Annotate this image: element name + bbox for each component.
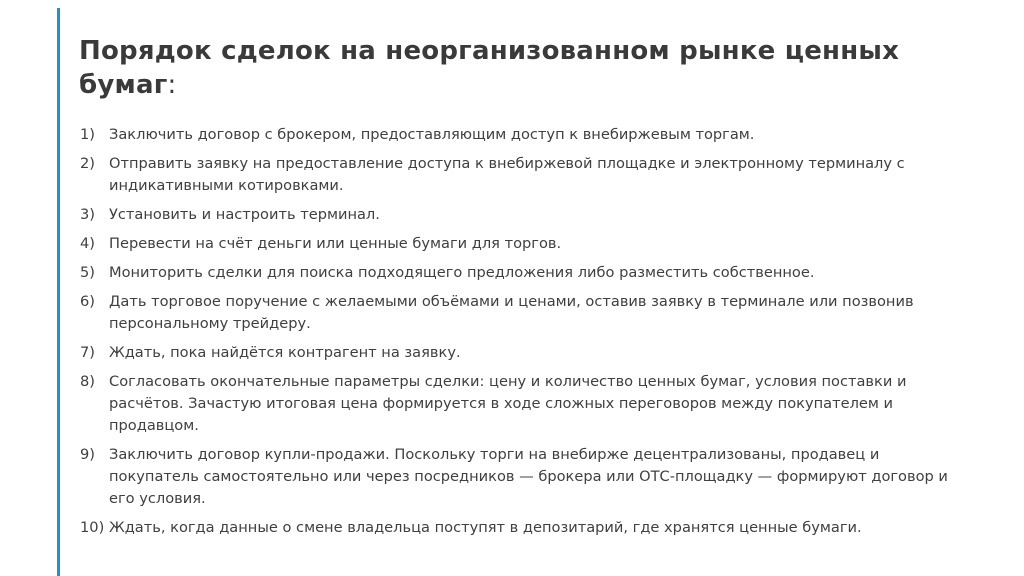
list-item — [80, 124, 950, 146]
step-number: 6) — [80, 293, 95, 310]
step-text: Мониторить сделки для поиска подходящего предложения либо разместить собственное. — [109, 264, 815, 281]
list-item — [80, 444, 950, 510]
step-number: 10) — [80, 519, 105, 536]
list-item — [80, 371, 950, 437]
step-number: 7) — [80, 344, 95, 361]
step-number: 9) — [80, 446, 95, 463]
list-item — [80, 342, 950, 364]
step-text: Отправить заявку на предоставление доступа к внебиржевой площадке и электронному терминалу с индикативными котировками. — [109, 155, 905, 194]
step-text: Заключить договор с брокером, предоставляющим доступ к внебиржевым торгам. — [109, 126, 755, 143]
list-item — [80, 262, 950, 284]
step-text: Дать торговое поручение с желаемыми объёмами и ценами, оставив заявку в терминале или позвонив персональному трейдеру. — [109, 293, 914, 332]
step-number: 4) — [80, 235, 95, 252]
slide-title-text: Порядок сделок на неорганизованном рынке ценных бумаг — [79, 36, 900, 100]
list-item — [80, 291, 950, 335]
step-text: Перевести на счёт деньги или ценные бумаги для торгов. — [109, 235, 562, 252]
step-number: 3) — [80, 206, 95, 223]
step-text: Согласовать окончательные параметры сделки: цену и количество ценных бумаг, условия поставки и расчётов. Зачастую итоговая цена формируется в ходе сложных переговоров между покупателем и продавцом. — [109, 373, 907, 434]
list-item — [80, 233, 950, 255]
step-number: 1) — [80, 126, 95, 143]
step-text: Заключить договор купли-продажи. Поскольку торги на внебирже децентрализованы, продавец и покупатель самостоятельно или через посредников — брокера или ОТС-площадку — формируют договор и его условия. — [109, 446, 948, 507]
step-number: 2) — [80, 155, 95, 172]
list-item — [80, 517, 950, 539]
steps-list — [80, 124, 950, 539]
list-item — [80, 153, 950, 197]
step-number: 8) — [80, 373, 95, 390]
accent-bar — [57, 8, 60, 576]
step-text: Ждать, пока найдётся контрагент на заявку. — [109, 344, 461, 361]
step-text: Ждать, когда данные о смене владельца поступят в депозитарий, где хранятся ценные бумаги. — [109, 519, 862, 536]
step-text: Установить и настроить терминал. — [109, 206, 380, 223]
slide-title-colon: : — [167, 70, 177, 100]
step-number: 5) — [80, 264, 95, 281]
slide-title — [79, 34, 959, 102]
list-item — [80, 204, 950, 226]
